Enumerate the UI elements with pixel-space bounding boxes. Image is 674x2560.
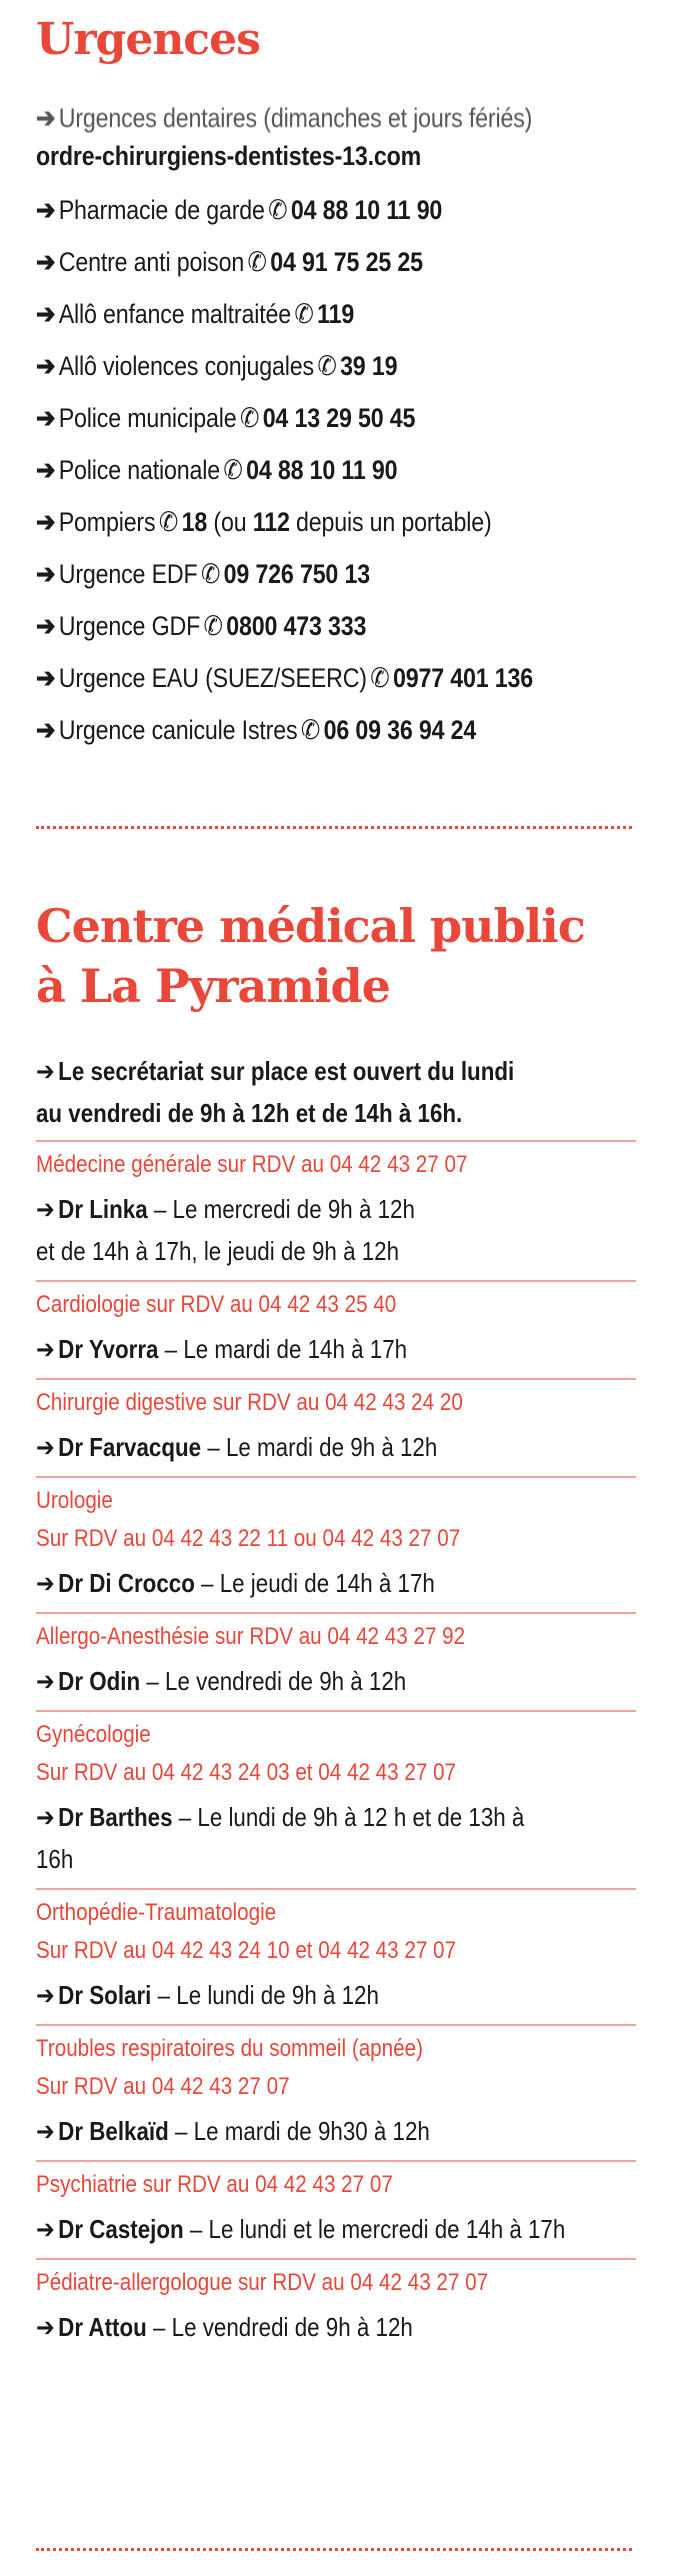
urgence-pompiers: ➔ Pompiers ✆ 18 (ou 112 depuis un portable) (36, 496, 578, 548)
specialty-urologie (36, 1476, 636, 1612)
urgence-police-nationale: ➔ Police nationale ✆ 04 88 10 11 90 (36, 444, 578, 496)
doctor-entry: ➔ Dr Barthes – Le lundi de 9h à 12 h et de 13h à 16h (36, 1802, 525, 1874)
phone-icon: ✆ (370, 663, 390, 693)
doctor-name: Dr Belkaïd (58, 2116, 169, 2146)
phone-number[interactable]: 09 726 750 13 (223, 559, 370, 589)
urgence-pharmacie: ➔ Pharmacie de garde ✆ 04 88 10 11 90 (36, 184, 578, 236)
arrow-right-icon: ➔ (36, 1194, 55, 1224)
urgences-list (36, 92, 666, 756)
specialty-sommeil (36, 2024, 636, 2160)
secretariat-hours: ➔ Le secrétariat sur place est ouvert du lundi au vendredi de 9h à 12h et de 14h à 16h. (36, 1056, 515, 1128)
arrow-right-icon: ➔ (36, 403, 56, 433)
arrow-right-icon: ➔ (36, 1568, 55, 1598)
phone-number[interactable]: 04 88 10 11 90 (246, 455, 398, 485)
arrow-right-icon: ➔ (36, 1056, 55, 1086)
phone-icon: ✆ (268, 195, 288, 225)
urgence-dentaire-website[interactable]: ordre-chirurgiens-dentistes-13.com (36, 141, 422, 171)
specialties-list (36, 1140, 636, 2356)
phone-icon: ✆ (158, 507, 179, 537)
doctor-entry: ➔ Dr Odin – Le vendredi de 9h à 12h (36, 1666, 407, 1696)
specialty-cardiologie (36, 1280, 636, 1378)
urgence-dentaire: ➔ Urgences dentaires (dimanches et jours fériés) (36, 103, 533, 133)
urgence-enfance: ➔ Allô enfance maltraitée ✆ 119 (36, 288, 578, 340)
specialty-gynecologie (36, 1710, 636, 1888)
arrow-right-icon: ➔ (36, 1666, 55, 1696)
urgence-anti-poison: ➔ Centre anti poison ✆ 04 91 75 25 25 (36, 236, 578, 288)
specialty-pediatre-allergologue (36, 2258, 636, 2356)
doctor-entry: ➔ Dr Yvorra – Le mardi de 14h à 17h (36, 1334, 408, 1364)
urgence-violences: ➔ Allô violences conjugales ✆ 39 19 (36, 340, 578, 392)
doctor-entry: ➔ Dr Di Crocco – Le jeudi de 14h à 17h (36, 1568, 435, 1598)
specialty-header: Psychiatrie sur RDV au 04 42 43 27 07 (36, 2171, 393, 2198)
arrow-right-icon: ➔ (36, 1802, 55, 1832)
urgence-edf: ➔ Urgence EDF ✆ 09 726 750 13 (36, 548, 578, 600)
specialty-medecine-generale (36, 1140, 636, 1280)
specialty-header: Urologie Sur RDV au 04 42 43 22 11 ou 04 42 43 27 07 (36, 1487, 461, 1552)
centre-medical-title: Centre médical public à La Pyramide (36, 899, 585, 1013)
phone-number[interactable]: 06 09 36 94 24 (323, 715, 477, 745)
specialty-header: Cardiologie sur RDV au 04 42 43 25 40 (36, 1291, 397, 1318)
arrow-right-icon: ➔ (36, 103, 56, 133)
arrow-right-icon: ➔ (36, 611, 56, 641)
specialty-header: Allergo-Anesthésie sur RDV au 04 42 43 27 92 (36, 1623, 466, 1650)
specialty-header: Chirurgie digestive sur RDV au 04 42 43 24 20 (36, 1389, 463, 1416)
arrow-right-icon: ➔ (36, 299, 56, 329)
dotted-divider-bottom (36, 2548, 632, 2551)
specialty-psychiatrie (36, 2160, 636, 2258)
doctor-entry: ➔ Dr Castejon – Le lundi et le mercredi de 14h à 17h (36, 2214, 566, 2244)
phone-number-mobile[interactable]: 112 (252, 507, 290, 537)
phone-number[interactable]: 18 (181, 507, 208, 537)
doctor-name: Dr Yvorra (58, 1334, 159, 1364)
specialty-chirurgie-digestive (36, 1378, 636, 1476)
phone-number[interactable]: 119 (317, 299, 355, 329)
phone-icon: ✆ (239, 403, 260, 433)
phone-number[interactable]: 04 91 75 25 25 (270, 247, 423, 277)
phone-number[interactable]: 0977 401 136 (393, 663, 534, 693)
arrow-right-icon: ➔ (36, 195, 56, 225)
doctor-entry: ➔ Dr Linka – Le mercredi de 9h à 12h et de 14h à 17h, le jeudi de 9h à 12h (36, 1194, 415, 1266)
dotted-divider (36, 826, 632, 829)
arrow-right-icon: ➔ (36, 351, 56, 381)
phone-icon: ✆ (300, 715, 321, 745)
arrow-right-icon: ➔ (36, 507, 56, 537)
arrow-right-icon: ➔ (36, 247, 56, 277)
phone-icon: ✆ (203, 611, 223, 641)
arrow-right-icon: ➔ (36, 1334, 55, 1364)
specialty-allergo-anesthesie (36, 1612, 636, 1710)
arrow-right-icon: ➔ (36, 715, 56, 745)
arrow-right-icon: ➔ (36, 559, 56, 589)
phone-number[interactable]: 04 88 10 11 90 (290, 195, 443, 225)
doctor-name: Dr Di Crocco (58, 1568, 195, 1598)
specialty-header: Orthopédie-Traumatologie Sur RDV au 04 42 43 24 10 et 04 42 43 27 07 (36, 1899, 457, 1964)
doctor-name: Dr Odin (58, 1666, 141, 1696)
urgence-gdf: ➔ Urgence GDF ✆ 0800 473 333 (36, 600, 578, 652)
doctor-entry: ➔ Dr Attou – Le vendredi de 9h à 12h (36, 2312, 413, 2342)
doctor-name: Dr Attou (58, 2312, 147, 2342)
arrow-right-icon: ➔ (36, 663, 56, 693)
specialty-header: Médecine générale sur RDV au 04 42 43 27 07 (36, 1151, 468, 1178)
doctor-name: Dr Solari (58, 1980, 152, 2010)
urgences-title: Urgences (36, 14, 260, 65)
arrow-right-icon: ➔ (36, 2116, 55, 2146)
arrow-right-icon: ➔ (36, 1980, 55, 2010)
phone-number[interactable]: 0800 473 333 (226, 611, 367, 641)
arrow-right-icon: ➔ (36, 2214, 55, 2244)
arrow-right-icon: ➔ (36, 2312, 55, 2342)
phone-icon: ✆ (294, 299, 314, 329)
arrow-right-icon: ➔ (36, 1432, 55, 1462)
phone-number[interactable]: 39 19 (340, 351, 398, 381)
doctor-entry: ➔ Dr Farvacque – Le mardi de 9h à 12h (36, 1432, 438, 1462)
urgence-police-municipale: ➔ Police municipale ✆ 04 13 29 50 45 (36, 392, 578, 444)
doctor-name: Dr Farvacque (58, 1432, 202, 1462)
phone-number[interactable]: 04 13 29 50 45 (262, 403, 416, 433)
doctor-name: Dr Barthes (58, 1802, 173, 1832)
urgence-canicule: ➔ Urgence canicule Istres ✆ 06 09 36 94 24 (36, 704, 578, 756)
phone-icon: ✆ (247, 247, 267, 277)
specialty-header: Troubles respiratoires du sommeil (apnée) Sur RDV au 04 42 43 27 07 (36, 2035, 423, 2100)
urgence-eau: ➔ Urgence EAU (SUEZ/SEERC) ✆ 0977 401 136 (36, 652, 578, 704)
specialty-orthopedie (36, 1888, 636, 2024)
doctor-entry: ➔ Dr Belkaïd – Le mardi de 9h30 à 12h (36, 2116, 430, 2146)
specialty-header: Pédiatre-allergologue sur RDV au 04 42 43 27 07 (36, 2269, 489, 2296)
doctor-name: Dr Castejon (58, 2214, 184, 2244)
arrow-right-icon: ➔ (36, 455, 56, 485)
specialty-header: Gynécologie Sur RDV au 04 42 43 24 03 et 04 42 43 27 07 (36, 1721, 457, 1786)
phone-icon: ✆ (200, 559, 221, 589)
doctor-entry: ➔ Dr Solari – Le lundi de 9h à 12h (36, 1980, 379, 2010)
phone-icon: ✆ (223, 455, 243, 485)
doctor-name: Dr Linka (58, 1194, 148, 1224)
phone-icon: ✆ (317, 351, 337, 381)
